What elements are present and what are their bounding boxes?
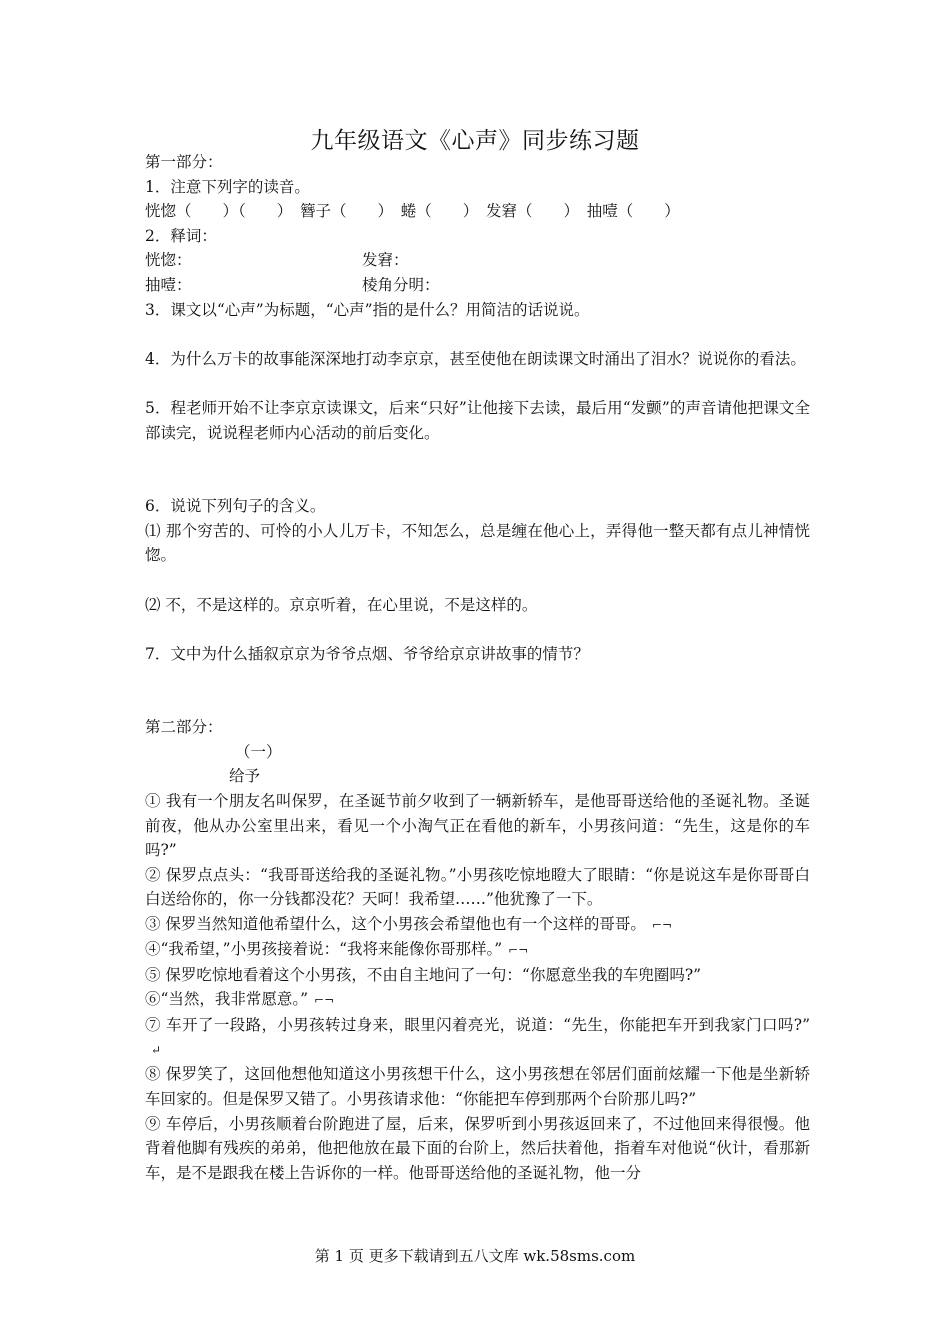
question-6-sentence-2: ⑵ 不，不是这样的。京京听着，在心里说，不是这样的。 [145, 595, 538, 614]
term-lengjiao: 棱角分明： [362, 275, 440, 294]
question-4: 4．为什么万卡的故事能深深地打动李京京，甚至使他在朗读课文时涌出了泪水？说说你的看法。 [145, 349, 806, 368]
paragraph-6: ⑥“当然，我非常愿意。” ⌐¬ [145, 987, 810, 1012]
paragraph-mark-icon: ⌐¬ [314, 992, 335, 1007]
question-3: 3．课文以“心声”为标题，“心声”指的是什么？用简洁的话说说。 [145, 300, 590, 319]
paragraph-7: ⑦ 车开了一段路，小男孩转过身来，眼里闪着亮光，说道：“先生，你能把车开到我家门口吗?”↵ [145, 1013, 810, 1063]
paragraph-3: ③ 保罗当然知道他希望什么，这个小男孩会希望他也有一个这样的哥哥。 ⌐¬ [145, 912, 810, 937]
document-title: 九年级语文《心声》同步练习题 [310, 128, 640, 154]
story-title: 给予 [229, 767, 261, 786]
paragraph-8: ⑧ 保罗笑了，这回他想他知道这小男孩想干什么，这小男孩想在邻居们面前炫耀一下他是坐新轿车回家的。但是保罗又错了。小男孩请求他：“你能把车停到那两个台阶那儿吗?” [145, 1065, 810, 1108]
question-1: 1．注意下列字的读音。 [145, 177, 310, 196]
question-2: 2．释词： [145, 226, 217, 245]
part1-heading: 第一部分： [145, 153, 223, 171]
document-body [145, 150, 810, 1185]
page-footer: 第 1 页 更多下载请到五八文库 wk.58sms.com [314, 1247, 636, 1265]
question-6-sentence-1: ⑴ 那个穷苦的、可怜的小人儿万卡，不知怎么，总是缠在他心上，弄得他一整天都有点儿神情恍惚。 [145, 521, 810, 565]
paragraph-1: ① 我有一个朋友名叫保罗，在圣诞节前夕收到了一辆新轿车，是他哥哥送给他的圣诞礼物。圣诞前夜，他从办公室里出来，看见一个小淘气正在看他的新车，小男孩问道：“先生，这是你的车吗?” [145, 792, 810, 860]
term-chouye: 抽噎： [145, 275, 192, 294]
section-number: （一） [235, 742, 282, 761]
part2-heading: 第二部分： [145, 718, 223, 737]
question-2-row-1 [145, 248, 810, 273]
question-6: 6．说说下列句子的含义。 [145, 497, 326, 516]
paragraph-mark-icon: ↵ [151, 1042, 162, 1057]
paragraph-4: ④“我希望，”小男孩接着说：“我将来能像你哥那样。” ⌐¬ [145, 937, 810, 962]
paragraph-mark-icon: ⌐¬ [651, 917, 673, 932]
term-huanghu: 恍惚： [145, 251, 192, 270]
question-5: 5．程老师开始不让李京京读课文，后来“只好”让他接下去读，最后用“发颤”的声音请他把课文全部读完，说说程老师内心活动的前后变化。 [145, 398, 810, 442]
question-1-pinyin-blanks: 恍惚（ ）（ ） 簪子（ ） 蜷（ ） 发窘（ ） 抽噎（ ） [145, 202, 680, 221]
question-2-row-2 [145, 273, 810, 298]
paragraph-9: ⑨ 车停后，小男孩顺着台阶跑进了屋，后来，保罗听到小男孩返回来了，不过他回来得很慢。他背着他脚有残疾的弟弟，他把他放在最下面的台阶上，然后扶着他，指着车对他说“伙计，看那新车，是不是跟我在楼上告诉你的一样。他哥哥送给他的圣诞礼物，他一分 [145, 1114, 810, 1182]
paragraph-5: ⑤ 保罗吃惊地看着这个小男孩，不由自主地问了一句：“你愿意坐我的车兜圈吗?” [145, 965, 702, 984]
paragraph-2: ② 保罗点点头：“我哥哥送给我的圣诞礼物。”小男孩吃惊地瞪大了眼睛：“你是说这车是你哥哥白白送给你的，你一分钱都没花？天呵！我希望……”他犹豫了一下。 [145, 865, 810, 909]
paragraph-mark-icon: ⌐¬ [508, 943, 529, 958]
question-7: 7．文中为什么插叙京京为爷爷点烟、爷爷给京京讲故事的情节？ [145, 644, 589, 663]
term-fajiong: 发窘： [362, 251, 409, 270]
